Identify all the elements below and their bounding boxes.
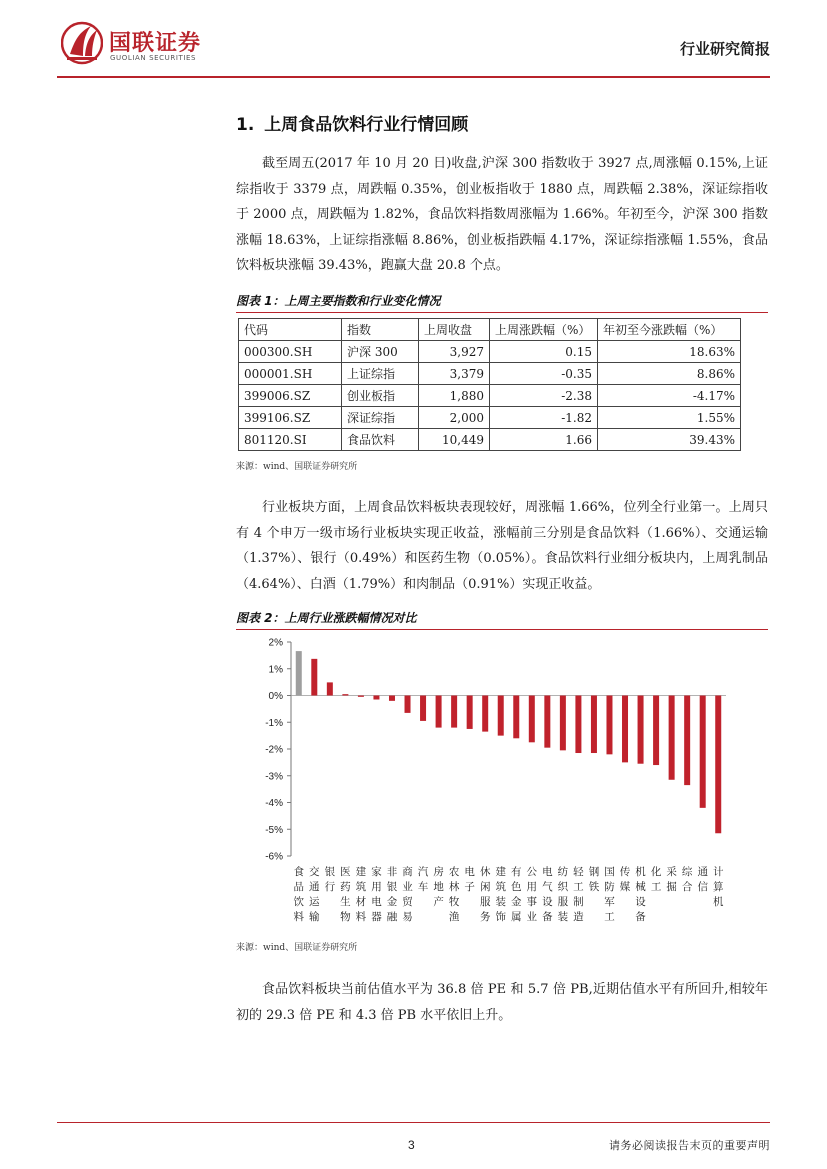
bar [373, 696, 379, 700]
bar [638, 696, 644, 764]
bar [544, 696, 550, 748]
bar [405, 696, 411, 713]
y-tick-label: -2% [265, 744, 283, 756]
x-category-label: 有色金属 [511, 866, 522, 923]
bar [296, 651, 302, 695]
header-divider [57, 76, 770, 78]
x-category-label: 公用事业 [526, 866, 538, 923]
x-category-label: 食品饮料 [293, 866, 305, 923]
table-cell: -2.38 [490, 385, 598, 407]
table-cell: 食品饮料 [342, 429, 419, 451]
x-category-label: 综合 [681, 866, 693, 893]
table-header-row [239, 319, 741, 341]
table-header-cell: 指数 [342, 319, 419, 341]
table-cell: 10,449 [419, 429, 490, 451]
x-category-label: 机械设备 [635, 866, 646, 923]
bar [436, 696, 442, 728]
table-cell: 000300.SH [239, 341, 342, 363]
x-category-label: 商业贸易 [402, 866, 413, 923]
table-cell: 000001.SH [239, 363, 342, 385]
bar [715, 696, 721, 834]
bar [700, 696, 706, 808]
x-category-label: 化工 [650, 866, 662, 893]
page-number: 3 [408, 1138, 415, 1152]
bar [560, 696, 566, 751]
table-row [239, 363, 741, 385]
bar [606, 696, 612, 755]
x-category-label: 国防军工 [604, 866, 615, 923]
x-category-label: 汽车 [417, 866, 429, 893]
x-category-label: 计算机 [712, 866, 724, 908]
bar [389, 696, 395, 701]
figure1-caption: 图表 1：上周主要指数和行业变化情况 [236, 292, 768, 313]
x-category-label: 建筑材料 [355, 866, 367, 923]
y-tick-label: -6% [265, 851, 283, 863]
table-cell: 1,880 [419, 385, 490, 407]
x-category-label: 电子 [464, 866, 475, 893]
paragraph-valuation: 食品饮料板块当前估值水平为 36.8 倍 PE 和 5.7 倍 PB,近期估值水平有所回升,相较年初的 29.3 倍 PE 和 4.3 倍 PB 水平依旧上升。 [236, 982, 768, 1023]
table-row [239, 429, 741, 451]
x-category-label: 房地产 [433, 866, 444, 908]
x-category-label: 采掘 [666, 866, 677, 893]
y-tick-label: 1% [268, 664, 283, 676]
table-cell: 399006.SZ [239, 385, 342, 407]
table-cell: 1.55% [598, 407, 741, 429]
bar [513, 696, 519, 739]
x-category-label: 通信 [697, 866, 708, 893]
report-type: 行业研究简报 [679, 40, 770, 58]
bar [467, 696, 473, 729]
bar [575, 696, 581, 754]
bar [669, 696, 675, 780]
table-cell: 0.15 [490, 341, 598, 363]
table-cell: 399106.SZ [239, 407, 342, 429]
table-cell: 39.43% [598, 429, 741, 451]
bar [684, 696, 690, 786]
section-number: 1. [236, 115, 255, 135]
x-category-label: 医药生物 [340, 866, 351, 923]
table-row [239, 341, 741, 363]
x-category-label: 非银金融 [386, 866, 398, 923]
figure1-source: 来源：wind、国联证券研究所 [236, 462, 358, 472]
x-category-label: 银行 [324, 866, 336, 893]
table-cell: 3,927 [419, 341, 490, 363]
bar [358, 696, 364, 697]
logo-english-name: GUOLIAN SECURITIES [110, 54, 197, 62]
y-tick-label: -5% [265, 824, 283, 836]
table-cell: -1.82 [490, 407, 598, 429]
table-cell: 801120.SI [239, 429, 342, 451]
bar [342, 694, 348, 695]
table-cell: 深证综指 [342, 407, 419, 429]
logo-mark-icon [61, 20, 103, 66]
table-header-cell: 上周收盘 [419, 319, 490, 341]
table-cell: 18.63% [598, 341, 741, 363]
bar [591, 696, 597, 754]
bar [653, 696, 659, 766]
table-header-cell: 上周涨跌幅（%） [490, 319, 598, 341]
footer-disclaimer: 请务必阅读报告末页的重要声明 [609, 1139, 770, 1152]
paragraph-sector-performance: 行业板块方面，上周食品饮料板块表现较好，周涨幅 1.66%，位列全行业第一。上周只有 4 个申万一级市场行业板块实现正收益，涨幅前三分别是食品饮料（1.66%）、交通运输（1.37%）、银行（0.49%）和医药生物（0.05%）。食品饮料行业细分板块内，上周乳制品（4.64%）、白酒（1.79%）和肉制品（0.91%）实现正收益。 [236, 500, 768, 592]
x-category-label: 建筑装饰 [495, 866, 506, 923]
table-row [239, 407, 741, 429]
bar [529, 696, 535, 743]
bar [420, 696, 426, 721]
x-category-label: 纺织服装 [557, 866, 569, 923]
table-cell: -0.35 [490, 363, 598, 385]
table-cell: 2,000 [419, 407, 490, 429]
logo-chinese-name: 国联证券 [109, 31, 202, 56]
company-logo [61, 20, 261, 68]
y-tick-label: 2% [268, 637, 283, 649]
table-cell: 1.66 [490, 429, 598, 451]
bar [622, 696, 628, 763]
x-category-label: 农林牧渔 [448, 866, 460, 923]
x-category-label: 传媒 [619, 866, 631, 893]
table-header-cell: 年初至今涨跌幅（%） [598, 319, 741, 341]
y-tick-label: -1% [265, 717, 283, 729]
bar [451, 696, 457, 728]
section-title [236, 110, 468, 135]
x-category-label: 休闲服务 [479, 866, 491, 923]
y-tick-label: 0% [268, 691, 283, 702]
table-cell: 3,379 [419, 363, 490, 385]
x-category-label: 电气设备 [542, 866, 553, 923]
paragraph-market-review: 截至周五(2017 年 10 月 20 日)收盘,沪深 300 指数收于 3927 点,周涨幅 0.15%,上证综指收于 3379 点，周跌幅 0.35%，创业板指收于 1880 点，周跌幅 2.38%，深证综指收于 2000 点，周跌幅为 1.82%，食品饮料指数周涨幅为 1.66%。年初至今，沪深 300 指数涨幅 18.63%，上证综指涨幅 8.86%，创业板指跌幅 4.17%，深证综指涨幅 1.55%，食品饮料板块涨幅 39.43%，跑赢大盘 20.8 个点。 [236, 156, 768, 273]
footer-divider [57, 1122, 770, 1123]
figure2-source: 来源：wind、国联证券研究所 [236, 943, 358, 953]
bar [311, 659, 317, 696]
bar [482, 696, 488, 732]
figure2-caption: 图表 2：上周行业涨跌幅情况对比 [236, 609, 768, 630]
table-cell: 创业板指 [342, 385, 419, 407]
page-header [57, 18, 770, 78]
table-cell: 沪深 300 [342, 341, 419, 363]
x-category-label: 钢铁 [588, 866, 600, 893]
sector-bar-chart [236, 632, 770, 932]
bar [498, 696, 504, 736]
table-cell: 8.86% [598, 363, 741, 385]
section-title-text: 上周食品饮料行业行情回顾 [264, 115, 469, 135]
x-category-label: 轻工制造 [573, 866, 584, 923]
y-tick-label: -4% [265, 798, 283, 809]
bar [327, 682, 333, 695]
x-category-label: 家用电器 [371, 866, 382, 923]
index-table [238, 318, 741, 451]
x-category-label: 交通运输 [309, 866, 320, 923]
table-cell: 上证综指 [342, 363, 419, 385]
y-tick-label: -3% [265, 771, 283, 783]
table-header-cell: 代码 [239, 319, 342, 341]
table-row [239, 385, 741, 407]
table-cell: -4.17% [598, 385, 741, 407]
